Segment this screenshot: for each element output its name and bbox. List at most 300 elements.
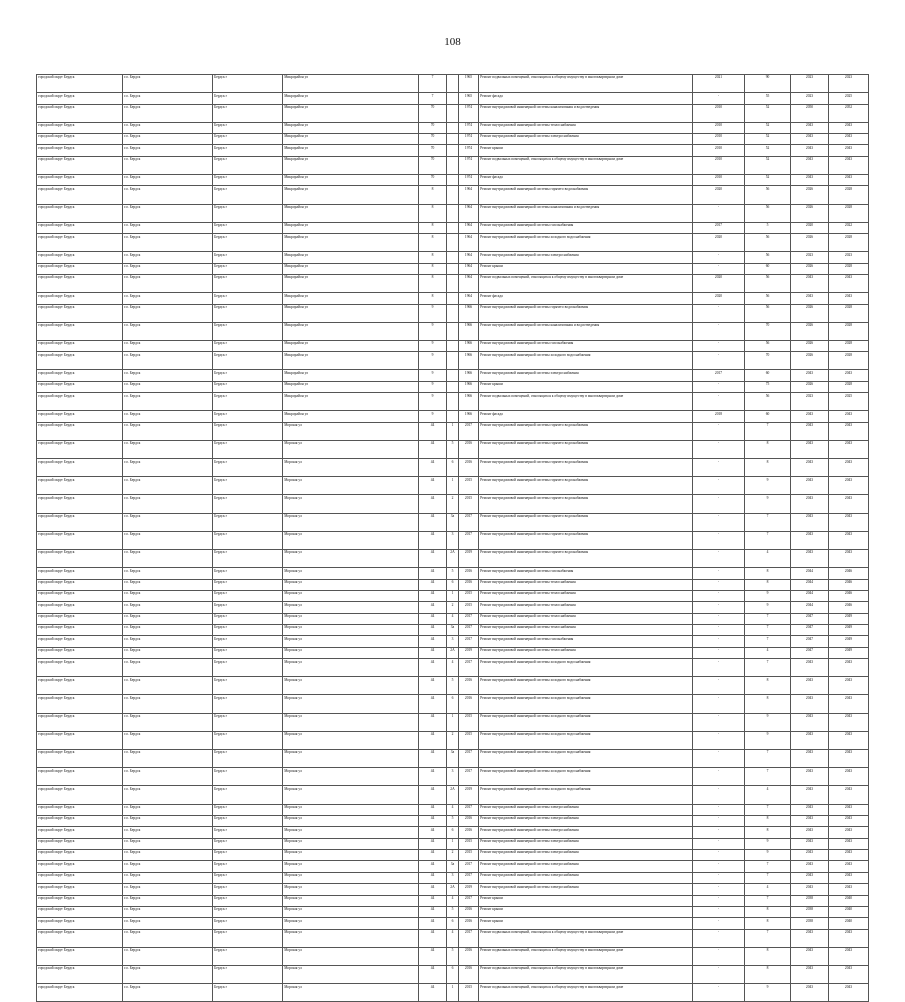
plan-end-cell: 2046 bbox=[829, 568, 869, 579]
year-built-cell: 2016 bbox=[459, 947, 479, 965]
work-type-cell: Ремонт подвальных помещений, относящихся к общему имуществу в многоквартирном доме bbox=[479, 75, 693, 93]
building-cell bbox=[447, 222, 459, 233]
table-row bbox=[37, 695, 869, 713]
municipality-cell: городской округ Бердск bbox=[37, 495, 123, 513]
district-cell: г.о. Бердск bbox=[123, 804, 213, 815]
house-cell: 44 bbox=[419, 568, 447, 579]
municipality-cell: городской округ Бердск bbox=[37, 786, 123, 804]
last-repair-year-cell: 2017 bbox=[693, 222, 745, 233]
house-cell: 44 bbox=[419, 677, 447, 695]
last-repair-year-cell: - bbox=[693, 602, 745, 613]
wear-cell: 55 bbox=[745, 93, 791, 104]
municipality-cell: городской округ Бердск bbox=[37, 659, 123, 677]
work-type-cell: Ремонт внутридомовой инженерной системы электроснабжения bbox=[479, 872, 693, 883]
building-cell: 3а bbox=[447, 750, 459, 768]
house-cell: 44 bbox=[419, 965, 447, 983]
street-cell: Морская ул bbox=[283, 695, 419, 713]
table-row bbox=[37, 918, 869, 929]
street-cell: Морская ул bbox=[283, 459, 419, 477]
wear-cell: 8 bbox=[745, 906, 791, 917]
street-cell: Морская ул bbox=[283, 786, 419, 804]
building-cell bbox=[447, 263, 459, 274]
building-cell: 3 bbox=[447, 768, 459, 786]
table-row bbox=[37, 393, 869, 411]
plan-end-cell: 2046 bbox=[829, 602, 869, 613]
wear-cell: 56 bbox=[745, 340, 791, 351]
plan-end-cell: 2043 bbox=[829, 440, 869, 458]
city-cell: Бердск г bbox=[213, 947, 283, 965]
district-cell: г.о. Бердск bbox=[123, 422, 213, 440]
last-repair-year-cell: - bbox=[693, 895, 745, 906]
municipality-cell: городской округ Бердск bbox=[37, 579, 123, 590]
district-cell: г.о. Бердск bbox=[123, 861, 213, 872]
district-cell: г.о. Бердск bbox=[123, 531, 213, 549]
building-cell bbox=[447, 186, 459, 204]
wear-cell: 7 bbox=[745, 895, 791, 906]
table-row bbox=[37, 252, 869, 263]
year-built-cell: 2017 bbox=[459, 613, 479, 624]
building-cell: 2 bbox=[447, 850, 459, 861]
wear-cell: 56 bbox=[745, 234, 791, 252]
last-repair-year-cell: - bbox=[693, 579, 745, 590]
street-cell: Микрорайон ул bbox=[283, 75, 419, 93]
house-cell: 44 bbox=[419, 695, 447, 713]
district-cell: г.о. Бердск bbox=[123, 549, 213, 567]
plan-start-cell: 2043 bbox=[791, 838, 829, 849]
district-cell: г.о. Бердск bbox=[123, 175, 213, 186]
work-type-cell: Ремонт внутридомовой инженерной системы холодного водоснабжения bbox=[479, 352, 693, 370]
municipality-cell: городской округ Бердск bbox=[37, 459, 123, 477]
street-cell: Морская ул bbox=[283, 647, 419, 658]
street-cell: Морская ул bbox=[283, 440, 419, 458]
plan-end-cell: 2043 bbox=[829, 965, 869, 983]
plan-start-cell: 2043 bbox=[791, 884, 829, 895]
street-cell: Морская ул bbox=[283, 850, 419, 861]
wear-cell: 9 bbox=[745, 850, 791, 861]
building-cell: 1 bbox=[447, 984, 459, 1002]
house-cell: 44 bbox=[419, 804, 447, 815]
house-cell: 44 bbox=[419, 613, 447, 624]
municipality-cell: городской округ Бердск bbox=[37, 872, 123, 883]
city-cell: Бердск г bbox=[213, 731, 283, 749]
house-cell: 44 bbox=[419, 647, 447, 658]
street-cell: Морская ул bbox=[283, 884, 419, 895]
district-cell: г.о. Бердск bbox=[123, 234, 213, 252]
plan-end-cell: 2043 bbox=[829, 293, 869, 304]
table-row bbox=[37, 750, 869, 768]
table-row bbox=[37, 850, 869, 861]
city-cell: Бердск г bbox=[213, 590, 283, 601]
house-cell: 9 bbox=[419, 322, 447, 340]
city-cell: Бердск г bbox=[213, 602, 283, 613]
plan-start-cell: 2043 bbox=[791, 549, 829, 567]
city-cell: Бердск г bbox=[213, 872, 283, 883]
district-cell: г.о. Бердск bbox=[123, 204, 213, 222]
work-type-cell: Ремонт фасада bbox=[479, 93, 693, 104]
building-cell: 2 bbox=[447, 731, 459, 749]
wear-cell: 7 bbox=[745, 872, 791, 883]
work-type-cell: Ремонт подвальных помещений, относящихся к общему имуществу в многоквартирном доме bbox=[479, 275, 693, 293]
plan-start-cell: 2026 bbox=[791, 186, 829, 204]
year-built-cell: 2017 bbox=[459, 872, 479, 883]
street-cell: Микрорайон ул bbox=[283, 304, 419, 322]
year-built-cell: 2015 bbox=[459, 602, 479, 613]
street-cell: Микрорайон ул bbox=[283, 186, 419, 204]
plan-start-cell: 2043 bbox=[791, 275, 829, 293]
wear-cell: 60 bbox=[745, 263, 791, 274]
table-row bbox=[37, 827, 869, 838]
wear-cell: 8 bbox=[745, 568, 791, 579]
year-built-cell: 2016 bbox=[459, 965, 479, 983]
year-built-cell: 2015 bbox=[459, 713, 479, 731]
street-cell: Морская ул bbox=[283, 625, 419, 636]
city-cell: Бердск г bbox=[213, 293, 283, 304]
work-type-cell: Ремонт крыши bbox=[479, 263, 693, 274]
wear-cell: 90 bbox=[745, 75, 791, 93]
municipality-cell: городской округ Бердск bbox=[37, 713, 123, 731]
municipality-cell: городской округ Бердск bbox=[37, 695, 123, 713]
table-row bbox=[37, 947, 869, 965]
plan-end-cell: 2043 bbox=[829, 695, 869, 713]
year-built-cell: 1974 bbox=[459, 175, 479, 186]
district-cell: г.о. Бердск bbox=[123, 411, 213, 422]
street-cell: Морская ул bbox=[283, 677, 419, 695]
year-built-cell: 2017 bbox=[459, 895, 479, 906]
plan-end-cell: 2046 bbox=[829, 590, 869, 601]
plan-end-cell: 2043 bbox=[829, 422, 869, 440]
street-cell: Морская ул bbox=[283, 713, 419, 731]
city-cell: Бердск г bbox=[213, 204, 283, 222]
plan-end-cell: 2043 bbox=[829, 884, 869, 895]
municipality-cell: городской округ Бердск bbox=[37, 625, 123, 636]
house-cell: 44 bbox=[419, 495, 447, 513]
table-row bbox=[37, 186, 869, 204]
table-row bbox=[37, 613, 869, 624]
work-type-cell: Ремонт внутридомовой инженерной системы холодного водоснабжения bbox=[479, 750, 693, 768]
street-cell: Морская ул bbox=[283, 513, 419, 531]
wear-cell: 52 bbox=[745, 122, 791, 133]
wear-cell: 9 bbox=[745, 731, 791, 749]
wear-cell: 5 bbox=[745, 222, 791, 233]
municipality-cell: городской округ Бердск bbox=[37, 636, 123, 647]
street-cell: Морская ул bbox=[283, 636, 419, 647]
house-cell: 7 bbox=[419, 93, 447, 104]
street-cell: Морская ул bbox=[283, 815, 419, 826]
city-cell: Бердск г bbox=[213, 906, 283, 917]
work-type-cell: Ремонт внутридомовой инженерной системы электроснабжения bbox=[479, 134, 693, 145]
year-built-cell: 2016 bbox=[459, 579, 479, 590]
plan-start-cell: 2026 bbox=[791, 204, 829, 222]
municipality-cell: городской округ Бердск bbox=[37, 156, 123, 174]
wear-cell: 9 bbox=[745, 838, 791, 849]
table-row bbox=[37, 293, 869, 304]
city-cell: Бердск г bbox=[213, 440, 283, 458]
building-cell bbox=[447, 252, 459, 263]
wear-cell: 8 bbox=[745, 695, 791, 713]
table-row bbox=[37, 579, 869, 590]
year-built-cell: 1965 bbox=[459, 93, 479, 104]
street-cell: Микрорайон ул bbox=[283, 411, 419, 422]
work-type-cell: Ремонт внутридомовой инженерной системы теплоснабжения bbox=[479, 579, 693, 590]
plan-start-cell: 2026 bbox=[791, 304, 829, 322]
plan-end-cell: 2028 bbox=[829, 340, 869, 351]
building-cell: 4 bbox=[447, 613, 459, 624]
table-row bbox=[37, 984, 869, 1002]
work-type-cell: Ремонт внутридомовой инженерной системы холодного водоснабжения bbox=[479, 731, 693, 749]
plan-start-cell: 2043 bbox=[791, 513, 829, 531]
district-cell: г.о. Бердск bbox=[123, 459, 213, 477]
district-cell: г.о. Бердск bbox=[123, 304, 213, 322]
plan-end-cell: 2043 bbox=[829, 677, 869, 695]
plan-start-cell: 2043 bbox=[791, 713, 829, 731]
wear-cell: 7 bbox=[745, 804, 791, 815]
table-row bbox=[37, 175, 869, 186]
work-type-cell: Ремонт внутридомовой инженерной системы газоснабжения bbox=[479, 340, 693, 351]
municipality-cell: городской округ Бердск bbox=[37, 768, 123, 786]
last-repair-year-cell: - bbox=[693, 750, 745, 768]
district-cell: г.о. Бердск bbox=[123, 352, 213, 370]
street-cell: Микрорайон ул bbox=[283, 275, 419, 293]
plan-start-cell: 2047 bbox=[791, 636, 829, 647]
plan-end-cell: 2046 bbox=[829, 579, 869, 590]
plan-end-cell: 2043 bbox=[829, 731, 869, 749]
city-cell: Бердск г bbox=[213, 984, 283, 1002]
last-repair-year-cell: - bbox=[693, 549, 745, 567]
city-cell: Бердск г bbox=[213, 75, 283, 93]
house-cell: 9 bbox=[419, 411, 447, 422]
year-built-cell: 1974 bbox=[459, 104, 479, 122]
house-cell: 8 bbox=[419, 222, 447, 233]
plan-start-cell: 2026 bbox=[791, 340, 829, 351]
district-cell: г.о. Бердск bbox=[123, 579, 213, 590]
city-cell: Бердск г bbox=[213, 804, 283, 815]
last-repair-year-cell: - bbox=[693, 647, 745, 658]
municipality-cell: городской округ Бердск bbox=[37, 93, 123, 104]
city-cell: Бердск г bbox=[213, 145, 283, 156]
municipality-cell: городской округ Бердск bbox=[37, 984, 123, 1002]
house-cell: 44 bbox=[419, 750, 447, 768]
building-cell bbox=[447, 134, 459, 145]
municipality-cell: городской округ Бердск bbox=[37, 134, 123, 145]
wear-cell: 7 bbox=[745, 750, 791, 768]
work-type-cell: Ремонт крыши bbox=[479, 906, 693, 917]
work-type-cell: Ремонт внутридомовой инженерной системы газоснабжения bbox=[479, 568, 693, 579]
municipality-cell: городской округ Бердск bbox=[37, 422, 123, 440]
last-repair-year-cell: 2010 bbox=[693, 175, 745, 186]
work-type-cell: Ремонт внутридомовой инженерной системы электроснабжения bbox=[479, 838, 693, 849]
work-type-cell: Ремонт внутридомовой инженерной системы теплоснабжения bbox=[479, 647, 693, 658]
work-type-cell: Ремонт подвальных помещений, относящихся к общему имуществу в многоквартирном доме bbox=[479, 965, 693, 983]
work-type-cell: Ремонт внутридомовой инженерной системы электроснабжения bbox=[479, 252, 693, 263]
work-type-cell: Ремонт внутридомовой инженерной системы теплоснабжения bbox=[479, 122, 693, 133]
street-cell: Морская ул bbox=[283, 768, 419, 786]
plan-end-cell: 2043 bbox=[829, 145, 869, 156]
municipality-cell: городской округ Бердск bbox=[37, 263, 123, 274]
last-repair-year-cell: - bbox=[693, 459, 745, 477]
house-cell: 44 bbox=[419, 531, 447, 549]
wear-cell: 70 bbox=[745, 352, 791, 370]
work-type-cell: Ремонт внутридомовой инженерной системы горячего водоснабжения bbox=[479, 513, 693, 531]
municipality-cell: городской округ Бердск bbox=[37, 827, 123, 838]
year-built-cell: 1964 bbox=[459, 275, 479, 293]
work-type-cell: Ремонт крыши bbox=[479, 381, 693, 392]
district-cell: г.о. Бердск bbox=[123, 884, 213, 895]
wear-cell: 7 bbox=[745, 513, 791, 531]
building-cell: 6 bbox=[447, 459, 459, 477]
last-repair-year-cell: - bbox=[693, 918, 745, 929]
district-cell: г.о. Бердск bbox=[123, 872, 213, 883]
city-cell: Бердск г bbox=[213, 786, 283, 804]
district-cell: г.о. Бердск bbox=[123, 393, 213, 411]
street-cell: Микрорайон ул bbox=[283, 370, 419, 381]
city-cell: Бердск г bbox=[213, 965, 283, 983]
city-cell: Бердск г bbox=[213, 838, 283, 849]
last-repair-year-cell: 2018 bbox=[693, 411, 745, 422]
wear-cell: 56 bbox=[745, 293, 791, 304]
city-cell: Бердск г bbox=[213, 918, 283, 929]
year-built-cell: 1974 bbox=[459, 134, 479, 145]
year-built-cell: 2017 bbox=[459, 804, 479, 815]
street-cell: Микрорайон ул bbox=[283, 122, 419, 133]
year-built-cell: 1964 bbox=[459, 252, 479, 263]
building-cell: 1 bbox=[447, 713, 459, 731]
wear-cell: 8 bbox=[745, 677, 791, 695]
table-row bbox=[37, 815, 869, 826]
plan-start-cell: 2026 bbox=[791, 352, 829, 370]
municipality-cell: городской округ Бердск bbox=[37, 929, 123, 947]
work-type-cell: Ремонт внутридомовой инженерной системы газоснабжения bbox=[479, 222, 693, 233]
plan-end-cell: 2028 bbox=[829, 186, 869, 204]
city-cell: Бердск г bbox=[213, 929, 283, 947]
house-cell: 44 bbox=[419, 440, 447, 458]
building-cell: 6 bbox=[447, 918, 459, 929]
plan-end-cell: 2043 bbox=[829, 134, 869, 145]
district-cell: г.о. Бердск bbox=[123, 695, 213, 713]
table-row bbox=[37, 75, 869, 93]
work-type-cell: Ремонт внутридомовой инженерной системы электроснабжения bbox=[479, 370, 693, 381]
plan-start-cell: 2043 bbox=[791, 731, 829, 749]
wear-cell: 4 bbox=[745, 884, 791, 895]
work-type-cell: Ремонт внутридомовой инженерной системы горячего водоснабжения bbox=[479, 459, 693, 477]
street-cell: Микрорайон ул bbox=[283, 322, 419, 340]
year-built-cell: 2019 bbox=[459, 786, 479, 804]
year-built-cell: 1966 bbox=[459, 393, 479, 411]
year-built-cell: 2016 bbox=[459, 906, 479, 917]
city-cell: Бердск г bbox=[213, 411, 283, 422]
wear-cell: 7 bbox=[745, 861, 791, 872]
last-repair-year-cell: - bbox=[693, 513, 745, 531]
house-cell: 8 bbox=[419, 275, 447, 293]
wear-cell: 4 bbox=[745, 786, 791, 804]
wear-cell: 60 bbox=[745, 411, 791, 422]
wear-cell: 56 bbox=[745, 393, 791, 411]
plan-start-cell: 2043 bbox=[791, 786, 829, 804]
last-repair-year-cell: 2010 bbox=[693, 156, 745, 174]
district-cell: г.о. Бердск bbox=[123, 440, 213, 458]
city-cell: Бердск г bbox=[213, 677, 283, 695]
wear-cell: 52 bbox=[745, 104, 791, 122]
district-cell: г.о. Бердск bbox=[123, 918, 213, 929]
last-repair-year-cell: - bbox=[693, 659, 745, 677]
street-cell: Морская ул bbox=[283, 568, 419, 579]
page-number: 108 bbox=[444, 36, 461, 48]
plan-start-cell: 2026 bbox=[791, 263, 829, 274]
house-cell: 8 bbox=[419, 263, 447, 274]
plan-end-cell: 2028 bbox=[829, 322, 869, 340]
house-cell: 44 bbox=[419, 884, 447, 895]
municipality-cell: городской округ Бердск bbox=[37, 145, 123, 156]
building-cell bbox=[447, 75, 459, 93]
plan-start-cell: 2043 bbox=[791, 659, 829, 677]
table-row bbox=[37, 322, 869, 340]
city-cell: Бердск г bbox=[213, 340, 283, 351]
district-cell: г.о. Бердск bbox=[123, 495, 213, 513]
last-repair-year-cell: - bbox=[693, 440, 745, 458]
street-cell: Морская ул bbox=[283, 827, 419, 838]
city-cell: Бердск г bbox=[213, 695, 283, 713]
plan-start-cell: 2043 bbox=[791, 929, 829, 947]
city-cell: Бердск г bbox=[213, 713, 283, 731]
table-row bbox=[37, 713, 869, 731]
last-repair-year-cell: 2020 bbox=[693, 293, 745, 304]
house-cell: 9 bbox=[419, 352, 447, 370]
work-type-cell: Ремонт внутридомовой инженерной системы электроснабжения bbox=[479, 861, 693, 872]
house-cell: 44 bbox=[419, 590, 447, 601]
last-repair-year-cell: - bbox=[693, 768, 745, 786]
city-cell: Бердск г bbox=[213, 861, 283, 872]
building-cell: 3 bbox=[447, 531, 459, 549]
building-cell: 5 bbox=[447, 947, 459, 965]
wear-cell: 9 bbox=[745, 477, 791, 495]
last-repair-year-cell: 2020 bbox=[693, 234, 745, 252]
building-cell: 6 bbox=[447, 695, 459, 713]
municipality-cell: городской округ Бердск bbox=[37, 440, 123, 458]
house-cell: 8 bbox=[419, 186, 447, 204]
year-built-cell: 1966 bbox=[459, 304, 479, 322]
district-cell: г.о. Бердск bbox=[123, 786, 213, 804]
building-cell bbox=[447, 234, 459, 252]
year-built-cell: 1964 bbox=[459, 234, 479, 252]
building-cell bbox=[447, 370, 459, 381]
building-cell: 3 bbox=[447, 872, 459, 883]
city-cell: Бердск г bbox=[213, 625, 283, 636]
plan-end-cell: 2028 bbox=[829, 234, 869, 252]
wear-cell: 8 bbox=[745, 815, 791, 826]
table-row bbox=[37, 786, 869, 804]
plan-end-cell: 2043 bbox=[829, 786, 869, 804]
house-cell: 70 bbox=[419, 134, 447, 145]
municipality-cell: городской округ Бердск bbox=[37, 411, 123, 422]
last-repair-year-cell: - bbox=[693, 884, 745, 895]
municipality-cell: городской округ Бердск bbox=[37, 352, 123, 370]
city-cell: Бердск г bbox=[213, 477, 283, 495]
last-repair-year-cell: 2017 bbox=[693, 370, 745, 381]
work-type-cell: Ремонт подвальных помещений, относящихся к общему имуществу в многоквартирном доме bbox=[479, 156, 693, 174]
work-type-cell: Ремонт внутридомовой инженерной системы холодного водоснабжения bbox=[479, 234, 693, 252]
municipality-cell: городской округ Бердск bbox=[37, 340, 123, 351]
plan-end-cell: 2028 bbox=[829, 204, 869, 222]
district-cell: г.о. Бердск bbox=[123, 104, 213, 122]
year-built-cell: 1966 bbox=[459, 340, 479, 351]
street-cell: Микрорайон ул bbox=[283, 93, 419, 104]
last-repair-year-cell: - bbox=[693, 850, 745, 861]
plan-start-cell: 2043 bbox=[791, 804, 829, 815]
building-cell bbox=[447, 340, 459, 351]
repair-schedule-table bbox=[36, 74, 869, 1002]
work-type-cell: Ремонт внутридомовой инженерной системы горячего водоснабжения bbox=[479, 531, 693, 549]
year-built-cell: 1965 bbox=[459, 75, 479, 93]
building-cell bbox=[447, 93, 459, 104]
